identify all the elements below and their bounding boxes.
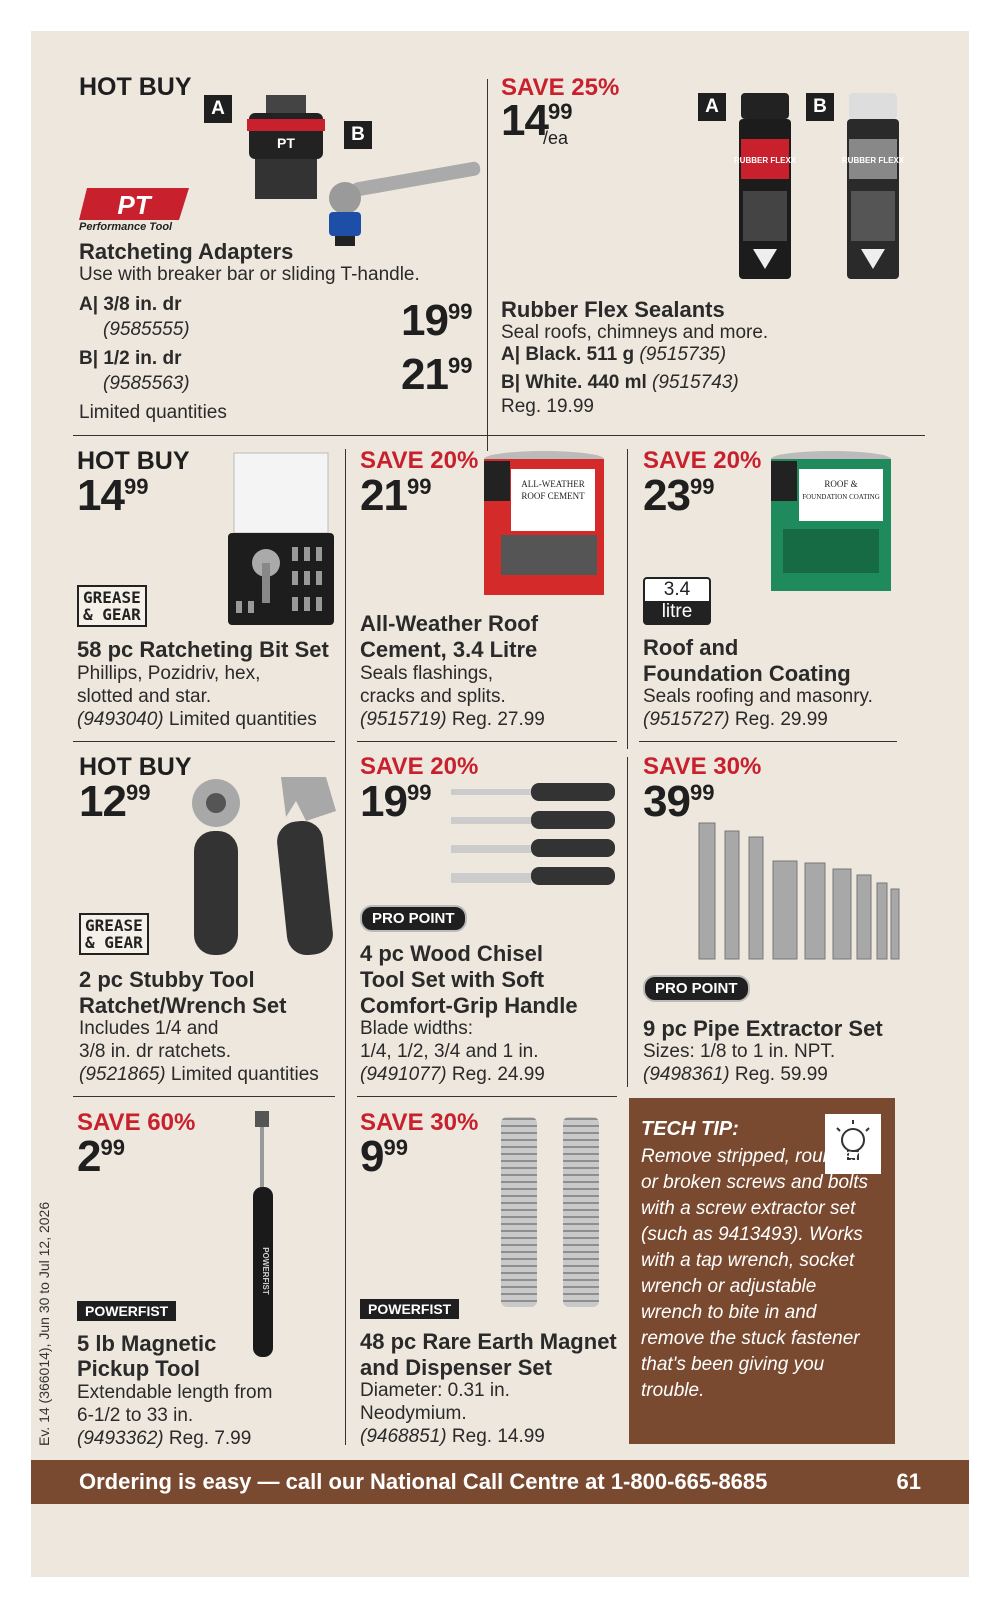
pipe-extractors-image [695,823,899,963]
product-title: 2 pc Stubby Tool [79,967,255,992]
product-price [643,777,715,826]
save-tag: SAVE 60% [77,1109,196,1136]
price-cents: 99 [689,780,715,805]
product-title: Pickup Tool [77,1356,201,1381]
chisels-image [451,779,617,895]
product-title: 9 pc Pipe Extractor Set [643,1016,883,1041]
product-price [77,471,149,520]
option-a-price [401,296,473,345]
divider [627,449,628,749]
price-dollars: 23 [643,471,690,520]
product-description: 6-1/2 to 33 in. [77,1405,194,1426]
flyer-page [31,31,969,1577]
option-a-label: A| [79,294,99,315]
product-description: Blade widths: [360,1018,474,1039]
tech-tip-heading: TECH TIP: [641,1118,739,1140]
grease-gear-logo [79,913,149,955]
black-sealant-can-image [733,91,797,281]
product-sku: (9493040) [77,709,164,730]
product-title: and Dispenser Set [360,1355,552,1380]
price-dollars: 14 [501,96,548,145]
product-title: 5 lb Magnetic [77,1331,217,1356]
product-title: Roof and [643,635,739,660]
performance-tool-logo [79,186,191,226]
divider [73,741,335,742]
size-unit: litre [645,601,709,623]
badge-a: A [698,93,726,121]
hot-buy-tag: HOT BUY [79,73,192,101]
price-dollars: 19 [401,296,448,345]
product-title: Ratchet/Wrench Set [79,993,287,1018]
price-dollars: 21 [360,471,407,520]
save-tag: SAVE 20% [360,753,479,780]
divider [345,449,346,1445]
product-title: Tool Set with Soft [360,967,545,992]
limited-quantities-note: Limited quantities [170,1064,319,1085]
logo-line: & GEAR [83,605,141,624]
product-sku: (9468851) [360,1426,447,1447]
roof-cement-can-image [481,449,607,599]
product-price [501,96,573,148]
regular-price: Reg. 14.99 [451,1426,545,1447]
product-description: Extendable length from [77,1382,273,1403]
price-unit: /ea [543,128,569,148]
breaker-adapter-image [321,156,481,251]
pickup-tool-image [243,1111,283,1361]
product-title: Comfort-Grip Handle [360,993,578,1018]
product-price [360,471,432,520]
regular-price: Reg. 27.99 [451,709,545,730]
product-sku: (9515727) [643,709,730,730]
product-sku: (9498361) [643,1064,730,1085]
price-dollars: 39 [643,777,690,826]
svg-text:PT: PT [277,135,295,151]
product-description: Includes 1/4 and [79,1018,219,1039]
badge-b: B [344,121,372,149]
coating-can-image [769,449,893,595]
divider [73,1096,335,1097]
product-description: Phillips, Pozidriv, hex, [77,663,261,684]
option-b-sku: (9515743) [652,372,739,393]
badge-b: B [806,93,834,121]
footer-bar [31,1460,969,1504]
price-dollars: 21 [401,350,448,399]
regular-price: Reg. 59.99 [734,1064,828,1085]
bit-set-case-image [226,451,336,627]
divider [73,435,925,436]
hot-buy-tag: HOT BUY [79,753,192,781]
logo-line: GREASE [83,588,141,607]
option-b-name: 1/2 in. dr [103,348,182,369]
white-sealant-can-image [841,91,905,281]
divider [487,79,488,451]
product-description: Diameter: 0.31 in. [360,1380,510,1401]
price-cents: 99 [547,99,573,124]
option-a-sku: (9585555) [103,319,190,340]
save-tag: SAVE 30% [643,753,762,780]
pro-point-logo: PRO POINT [360,905,467,932]
regular-price: Reg. 29.99 [734,709,828,730]
product-price [643,471,715,520]
price-cents: 99 [406,474,432,499]
product-title: Foundation Coating [643,661,851,686]
grease-gear-logo [77,585,147,627]
product-title: 48 pc Rare Earth Magnet [360,1329,617,1354]
save-tag: SAVE 30% [360,1109,479,1136]
price-dollars: 12 [79,777,126,826]
product-title: Rubber Flex Sealants [501,297,725,322]
product-sku: (9521865) [79,1064,166,1085]
product-price [79,777,151,826]
price-dollars: 2 [77,1132,101,1181]
can-label-text: RUBBER FLEXX [733,156,797,165]
pt-logo-text: PT [117,190,151,220]
product-title: Cement, 3.4 Litre [360,637,538,662]
save-tag: SAVE 20% [360,447,479,474]
product-description: 1/4, 1/2, 3/4 and 1 in. [360,1041,539,1062]
badge-a: A [204,95,232,123]
product-description: slotted and star. [77,686,212,707]
adapter-socket-image [241,93,331,213]
price-cents: 99 [383,1135,408,1160]
product-sku: (9491077) [360,1064,447,1085]
price-cents: 99 [100,1135,125,1160]
product-title: All-Weather Roof [360,611,539,636]
product-description: 3/8 in. dr ratchets. [79,1041,232,1062]
hot-buy-tag: HOT BUY [77,447,190,475]
regular-price: Reg. 19.99 [501,396,594,417]
product-description: Seal roofs, chimneys and more. [501,322,769,343]
size-number: 3.4 [663,579,691,600]
product-description: cracks and splits. [360,686,506,707]
can-label-text: ROOF CEMENT [521,491,585,501]
product-title: Ratcheting Adapters [79,239,294,264]
tech-tip-box [629,1098,895,1444]
tech-tip-body: Remove stripped, rounded or broken screws and bolts with a screw extractor set (such as 9413493). Works with a tap wrench, socket wrench or adjustable wrench to bite in and remove the stuck fastener that's been giving you trouble. [641,1146,869,1401]
option-b-sku: (9585563) [103,373,190,394]
option-b-price [401,350,473,399]
pro-point-logo: PRO POINT [643,975,750,1002]
edition-text: Ev. 14 (366014), Jun 30 to Jul 12, 2026 [36,1201,52,1446]
footer-call-centre: Ordering is easy — call our National Call Centre at 1-800-665-8685 [79,1469,768,1494]
product-description: Seals flashings, [360,663,494,684]
product-description: Use with breaker bar or sliding T-handle. [79,264,420,285]
product-description: Seals roofing and masonry. [643,686,873,707]
product-price [77,1132,125,1181]
price-dollars: 14 [77,471,124,520]
product-sku: (9493362) [77,1428,164,1449]
logo-line: & GEAR [85,933,143,952]
regular-price: Reg. 24.99 [451,1064,545,1085]
price-cents: 99 [125,780,151,805]
option-a-sku: (9515735) [639,344,727,365]
price-dollars: 9 [360,1132,384,1181]
size-badge [643,577,711,625]
option-a-name: 3/8 in. dr [103,294,182,315]
divider [357,1096,617,1097]
save-tag: SAVE 25% [501,74,620,101]
option-b-label: B| White. 440 ml [501,372,647,393]
can-label-text: ROOF & [824,479,858,489]
price-cents: 99 [447,353,473,378]
limited-quantities-note: Limited quantities [79,402,227,423]
logo-line: GREASE [85,916,143,935]
product-title: 4 pc Wood Chisel [360,941,543,966]
performance-tool-wordmark: Performance Tool [79,221,173,233]
price-dollars: 19 [360,777,407,826]
can-label-text: RUBBER FLEXX [841,156,905,165]
product-price [360,1132,408,1181]
save-tag: SAVE 20% [643,447,762,474]
powerfist-logo: POWERFIST [360,1299,459,1319]
magnet-stacks-image [499,1113,605,1313]
price-cents: 99 [447,299,473,324]
page-number: 61 [896,1469,921,1494]
can-label-text: ALL-WEATHER [521,479,585,489]
divider [627,757,628,1087]
limited-quantities-note: Limited quantities [168,709,317,730]
can-label-text: FOUNDATION COATING [802,493,880,501]
option-a-label: A| Black. 511 g [501,344,635,365]
option-b-label: B| [79,348,99,369]
product-title: 58 pc Ratcheting Bit Set [77,637,329,662]
product-description: Sizes: 1/8 to 1 in. NPT. [643,1041,836,1062]
price-cents: 99 [406,780,432,805]
product-price [360,777,432,826]
stubby-tools-image [186,771,341,961]
product-sku: (9515719) [360,709,447,730]
price-cents: 99 [689,474,715,499]
powerfist-logo: POWERFIST [77,1301,176,1321]
tool-brand-text: POWERFIST [261,1247,270,1295]
price-cents: 99 [123,474,149,499]
divider [357,741,617,742]
product-description: Neodymium. [360,1403,467,1424]
divider [639,741,897,742]
regular-price: Reg. 7.99 [168,1428,252,1449]
